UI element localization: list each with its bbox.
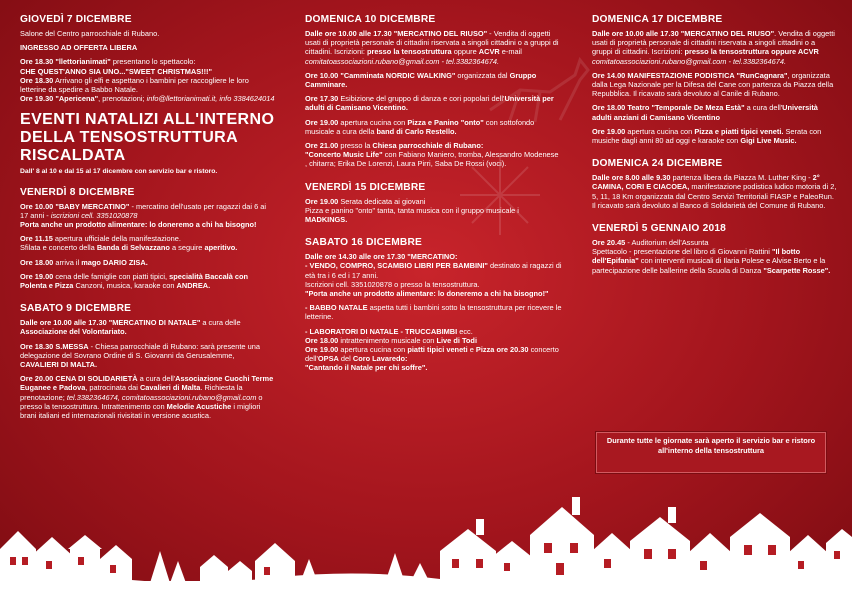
- domenica-24-item-1: Dalle ore 8.00 alle 9.30 partenza libera da Piazza M. Luther King - 2° CAMINA, CORI E CIACOEA, manifestazione podistica ludico motoria di 2, 5, 11, 18 Km organizzata dal Centro Servizi Territoriali FIASP e PaleoRun. Il ricavato sarà devoluto al Banco di Solidarietà del Comune di Rubano.: [592, 173, 837, 210]
- domenica-10-heading: DOMENICA 10 DICEMBRE: [305, 14, 436, 25]
- sabato-9-item-3: Ore 20.00 CENA DI SOLIDARIETÀ a cura dell'Associazione Cuochi Terme Euganee e Padova, patrocinata dai Cavalieri di Malta. Richiesta la prenotazione; tel.3382364674, comitatoassociazioni.rubano@gmail.com o presso la tensostruttura. Intrattenimento con Melodie Acustiche i migliori brani italiani ed internazionali rivisitati in versione acustica.: [20, 374, 274, 421]
- column-left: [20, 14, 275, 425]
- domenica-10-item-2: Ore 10.00 "Camminata NORDIC WALKING" organizzata dal Gruppo Camminare.: [305, 70, 537, 90]
- sabato-9-heading: SABATO 9 DICEMBRE: [20, 303, 132, 315]
- domenica-17-item-1: Dalle ore 10.00 alle 17.30 "MERCATINO DEL RIUSO". Vendita di oggetti usati di proprietà personale di cittadini riservata a singoli cittadini o a gruppi di cittadini. Iscrizioni: presso la tensostruttura oppure ACVR comitatoassociazioni.rubano@gmail.com - tel.3382364674.: [592, 29, 835, 66]
- venerdi-8-item-4: Ore 19.00 cena delle famiglie con piatti tipici, specialità Baccalà con Polenta e Pizza Canzoni, musica, karaoke con ANDREA.: [20, 271, 249, 291]
- venerdi-8-item-1: Ore 10.00 "BABY MERCATINO" - mercatino dell'usato per ragazzi dai 6 ai 17 anni - iscrizioni cell. 3351020878 Porta anche un prodotto alimentare: lo doneremo a chi ha bisogno!: [20, 201, 266, 230]
- main-title: EVENTI NATALIZI ALL'INTERNO DELLA TENSOSTRUTTURA RISCALDATA: [20, 111, 275, 165]
- column-right: [592, 14, 837, 280]
- venerdi-5-gennaio-heading: VENERDÌ 5 GENNAIO 2018: [592, 223, 727, 235]
- venerdi-8-item-3: Ore 18.00 arriva il mago DARIO ZISA.: [20, 257, 148, 267]
- venerdi-8-item-2: Ore 11.15 apertura ufficiale della manifestazione. Sfilata e concerto della Banda di Selvazzano a seguire aperitivo.: [20, 234, 238, 253]
- venerdi-5-item-1: Ore 20.45 - Auditorium dell'Assunta Spettacolo - presentazione del libro di Giovanni Rattini "Il botto dell'Epifania" con interventi musicali di Ilaria Polese e Alvise Berto e la partecipazione delle ballerine della Scuola di Danza "Scarpette Rosse".: [592, 238, 831, 275]
- giovedi-location: Salone del Centro parrocchiale di Rubano.: [20, 29, 160, 38]
- sabato-16-item-3: - LABORATORI DI NATALE - TRUCCABIMBI ecc. Ore 18.00 intrattenimento musicale con Live di Todi Ore 19.00 apertura cucina con piatti tipici veneti e Pizza ore 20.30 concerto dell'OPSA del Coro Lavaredo: "Cantando il Natale per chi soffre".: [305, 326, 559, 373]
- ingresso-label: INGRESSO AD OFFERTA LIBERA: [20, 43, 138, 53]
- column-middle: [305, 14, 562, 378]
- giovedi-program: Ore 18.30 "llettorianimati" presentano lo spettacolo: CHE QUEST'ANNO SIA UNO..."SWEET CHRISTMAS!!!" Ore 18.30 Arrivano gli elfi e aspettano i bambini per raccogliere le loro letterine da spedire a Babbo Natale. Ore 19.30 "Apericena", prenotazioni; info@llettorianimati.it, info 3384624014: [20, 57, 275, 104]
- domenica-10-item-1: Dalle ore 10.00 alle 17.30 "MERCATINO DEL RIUSO" - Vendita di oggetti usati di proprietà personale di cittadini riservata a singoli cittadini o a gruppi di cittadini. Iscrizioni: presso la tensostruttura oppure ACVR e-mail comitatoassociazioni.rubano@gmail.com - tel.3382364674.: [305, 29, 559, 66]
- venerdi-15-item-1: Ore 19.00 Serata dedicata ai giovani Pizza e panino "onto" tanta, tanta musica con il gruppo musicale i MADKINGS.: [305, 196, 519, 225]
- domenica-24-heading: DOMENICA 24 DICEMBRE: [592, 158, 723, 170]
- domenica-10-item-5: Ore 21.00 presso la Chiesa parrocchiale di Rubano: "Concerto Music Life" con Fabiano Maniero, tromba, Alessandro Modenese , chitarra; Erika De Lorenzi, Laura Pirri, Saba De Rossi (voci).: [305, 141, 559, 169]
- bar-ristoro-notice: Durante tutte le giornate sarà aperto il servizio bar e ristoro all'interno della tensostruttura: [596, 432, 826, 473]
- sabato-16-heading: SABATO 16 DICEMBRE: [305, 237, 422, 249]
- domenica-10-item-3: Ore 17.30 Esibizione del gruppo di danza e cori popolari dell'Università per adulti di Camisano Vicentino.: [305, 94, 554, 113]
- venerdi-8-heading: VENERDÌ 8 DICEMBRE: [20, 186, 135, 198]
- domenica-17-item-2: Ore 14.00 MANIFESTAZIONE PODISTICA "RunCagnara", organizzata dalla Lega Nazionale per la Difesa del Cane con partenza da Piazza della Repubblica. Il ricavato sarà devoluto al Canile di Rubano.: [592, 70, 834, 99]
- domenica-17-item-3: Ore 18.00 Teatro "Temporale De Meza Està" a cura dell'Università adulti anziani di Camisano Vicentino: [592, 103, 818, 122]
- giovedi-heading: GIOVEDÌ 7 DICEMBRE: [20, 14, 132, 25]
- sabato-16-item-2: - BABBO NATALE aspetta tutti i bambini sotto la tensostruttura per ricevere le letterine.: [305, 303, 562, 322]
- domenica-10-item-4: Ore 19.00 apertura cucina con Pizza e Panino "onto" con sottofondo musicale a cura della band di Carlo Restello.: [305, 117, 535, 136]
- sabato-9-item-1: Dalle ore 10.00 alle 17.30 "MERCATINO DI NATALE" a cura delle Associazione del Volontariato.: [20, 318, 241, 337]
- sabato-16-item-1: Dalle ore 14.30 alle ore 17.30 "MERCATINO: - VENDO, COMPRO, SCAMBIO LIBRI PER BAMBINI" destinato ai ragazzi di età tra i 6 ed i 17 anni. Iscrizioni cell. 3351020878 o presso la tensostruttura. "Porta anche un prodotto alimentare: lo doneremo a chi ha bisogno!": [305, 252, 562, 299]
- main-subtitle: Dall' 8 al 10 e dal 15 al 17 dicembre con servizio bar e ristoro.: [20, 168, 218, 176]
- domenica-17-item-4: Ore 19.00 apertura cucina con Pizza e piatti tipici veneti. Serata con musiche dagli anni 80 ad oggi e karaoke con Gigi Live Music.: [592, 126, 822, 146]
- domenica-17-heading: DOMENICA 17 DICEMBRE: [592, 14, 723, 25]
- sabato-9-item-2: Ore 18.30 S.MESSA - Chiesa parrocchiale di Rubano: sarà presente una delegazione del Sovrano Ordine di S. Giovanni da Gerusalemme, CAVALIERI DI MALTA.: [20, 341, 260, 370]
- snowy-village-illustration: [0, 431, 852, 601]
- venerdi-15-heading: VENERDÌ 15 DICEMBRE: [305, 181, 426, 193]
